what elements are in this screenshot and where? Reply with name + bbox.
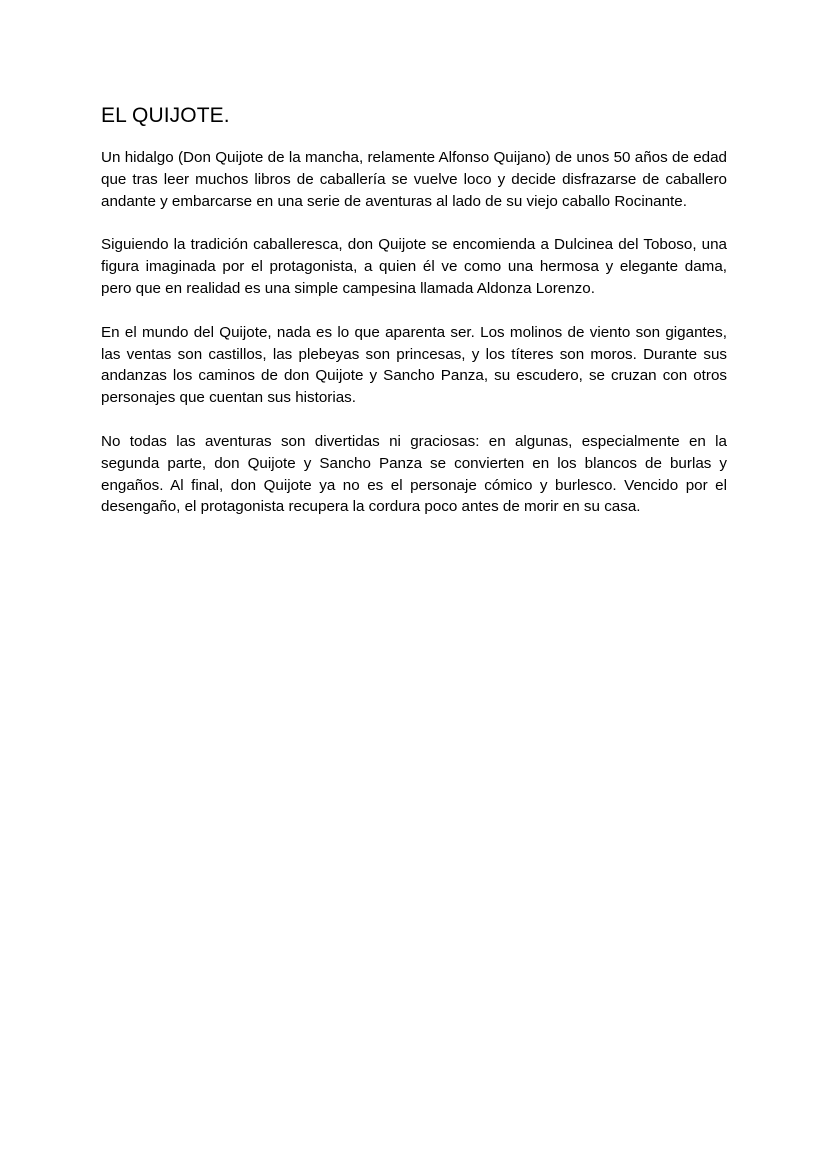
paragraph-3: En el mundo del Quijote, nada es lo que aparenta ser. Los molinos de viento son gigantes, las ventas son castillos, las plebeyas son princesas, y los títeres son moros. Durante sus andanzas los caminos de don Quijote y Sancho Panza, su escudero, se cruzan con otros personajes que cuentan sus historias. (101, 323, 727, 407)
paragraph-1: Un hidalgo (Don Quijote de la mancha, relamente Alfonso Quijano) de unos 50 años de edad que tras leer muchos libros de caballería se vuelve loco y decide disfrazarse de caballero andante y embarcarse en una serie de aventuras al lado de su viejo caballo Rocinante. (101, 149, 727, 210)
document-title: EL QUIJOTE. (101, 104, 230, 127)
paragraph-2: Siguiendo la tradición caballeresca, don Quijote se encomienda a Dulcinea del Toboso, una figura imaginada por el protagonista, a quien él ve como una hermosa y elegante dama, pero que en realidad es una simple campesina llamada Aldonza Lorenzo. (101, 236, 727, 297)
paragraph-4: No todas las aventuras son divertidas ni graciosas: en algunas, especialmente en la segunda parte, don Quijote y Sancho Panza se convierten en los blancos de burlas y engaños. Al final, don Quijote ya no es el personaje cómico y burlesco. Vencido por el desengaño, el protagonista recupera la cordura poco antes de morir en su casa. (101, 432, 727, 516)
document-body (101, 103, 727, 518)
